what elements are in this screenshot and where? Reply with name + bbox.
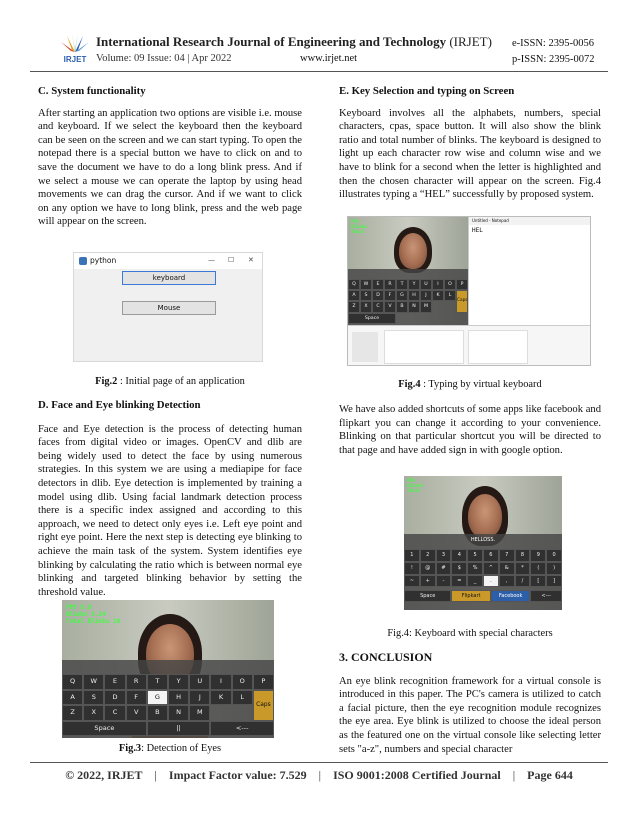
key-K[interactable]: K: [210, 690, 231, 706]
backspace-key[interactable]: <---: [530, 590, 562, 603]
key-W[interactable]: W: [83, 674, 104, 690]
footer-page: Page 644: [527, 768, 573, 782]
key-&[interactable]: &: [499, 562, 515, 575]
key-J[interactable]: J: [420, 290, 432, 301]
key-L[interactable]: L: [232, 690, 253, 706]
space-key[interactable]: Space: [404, 590, 451, 603]
key-K[interactable]: K: [432, 290, 444, 301]
facebook-shortcut[interactable]: Facebook: [491, 590, 531, 603]
volume-issue: Volume: 09 Issue: 04 | Apr 2022: [96, 53, 232, 64]
mouse-button[interactable]: Mouse: [122, 301, 216, 315]
key-S[interactable]: S: [83, 690, 104, 706]
key-,[interactable]: ,: [499, 575, 515, 588]
footer-divider: [30, 762, 608, 763]
key-I[interactable]: I: [210, 674, 231, 690]
key-D[interactable]: D: [372, 290, 384, 301]
key-#[interactable]: #: [436, 562, 452, 575]
key-^[interactable]: ^: [483, 562, 499, 575]
eissn: e-ISSN: 2395-0056: [512, 38, 594, 49]
section-c-heading: C. System functionality: [38, 85, 146, 97]
key-E[interactable]: E: [372, 279, 384, 290]
python-icon: [79, 257, 87, 265]
key-M[interactable]: M: [420, 301, 432, 312]
key-@[interactable]: @: [420, 562, 436, 575]
logo-text: IRJET: [63, 55, 87, 64]
minimize-icon[interactable]: —: [208, 256, 215, 264]
key-S[interactable]: S: [360, 290, 372, 301]
section-e-heading: E. Key Selection and typing on Screen: [339, 85, 515, 97]
key-.[interactable]: .: [483, 575, 499, 588]
key-9[interactable]: 9: [530, 549, 546, 562]
key-%[interactable]: %: [467, 562, 483, 575]
key-C[interactable]: C: [372, 301, 384, 312]
key-B[interactable]: B: [147, 705, 168, 721]
key-6[interactable]: 6: [483, 549, 499, 562]
header-divider: [30, 71, 608, 72]
right-column: [339, 85, 601, 202]
key-G[interactable]: G: [396, 290, 408, 301]
key-V[interactable]: V: [384, 301, 396, 312]
key-[[interactable]: [: [530, 575, 546, 588]
key-G[interactable]: G: [147, 690, 168, 706]
key-W[interactable]: W: [360, 279, 372, 290]
key-N[interactable]: N: [168, 705, 189, 721]
key-Y[interactable]: Y: [408, 279, 420, 290]
key-P[interactable]: P: [456, 279, 468, 290]
close-icon[interactable]: ✕: [248, 256, 254, 264]
figure-4-typing: FPS Blinks Total Q W E R T Y U I O P A S D F G H J K L Z X C V B N M Caps Space Untitled - Notepad HEL: [347, 216, 591, 366]
key-A[interactable]: A: [62, 690, 83, 706]
figure-4b-caption: Fig.4: Keyboard with special characters: [387, 628, 553, 639]
key-R[interactable]: R: [126, 674, 147, 690]
conclusion-heading: 3. CONCLUSION: [339, 650, 433, 664]
key-([interactable]: (: [530, 562, 546, 575]
figure-4-special-characters: FPS Blinks Total HELLOSS. 1 2 3 4 5 6 7 8 9 0 ! @ # $ % ^ & * ( ) ~ + - = _ . , / [ ] Space Flipkart Facebook <---: [404, 476, 562, 610]
conclusion-section: [339, 651, 601, 756]
window-title: python: [90, 256, 117, 265]
right-column-shortcuts: [339, 403, 601, 457]
key-X[interactable]: X: [83, 705, 104, 721]
key-5[interactable]: 5: [467, 549, 483, 562]
shortcuts-text: We have also added shortcuts of some apps like facebook and flipkart you can change it according to your convenience. Blinking on that particular shortcut you will be directed to that page and have added sign in with google option.: [339, 404, 601, 456]
key-][interactable]: ]: [546, 575, 562, 588]
key-A[interactable]: A: [348, 290, 360, 301]
key-0[interactable]: 0: [546, 549, 562, 562]
key-E[interactable]: E: [104, 674, 125, 690]
figure-2-caption: Fig.2 : Initial page of an application: [95, 376, 245, 387]
flipkart-shortcut[interactable]: Flipkart: [451, 590, 491, 603]
key-O[interactable]: O: [232, 674, 253, 690]
key-Z[interactable]: Z: [62, 705, 83, 721]
page-footer: © 2022, IRJET | Impact Factor value: 7.529 | ISO 9001:2008 Certified Journal | Page 644: [65, 768, 573, 782]
notepad-window: [468, 217, 591, 325]
figure-4-caption: Fig.4 : Typing by virtual keyboard: [398, 379, 542, 390]
footer-copyright: © 2022, IRJET: [65, 768, 143, 782]
space-key[interactable]: Space: [348, 313, 396, 324]
notepad-title: Untitled - Notepad: [469, 217, 591, 225]
key-7[interactable]: 7: [499, 549, 515, 562]
typed-text-display: HELLOSS.: [470, 537, 496, 543]
space-key[interactable]: Space: [62, 721, 147, 737]
key-T[interactable]: T: [147, 674, 168, 690]
key-B[interactable]: B: [396, 301, 408, 312]
keyboard-button[interactable]: keyboard: [122, 271, 216, 285]
key-4[interactable]: 4: [451, 549, 467, 562]
key-J[interactable]: J: [189, 690, 210, 706]
journal-url[interactable]: www.irjet.net: [300, 53, 358, 64]
caps-key[interactable]: Caps: [456, 290, 468, 312]
key-R[interactable]: R: [384, 279, 396, 290]
key-=[interactable]: =: [451, 575, 467, 588]
key-N[interactable]: N: [408, 301, 420, 312]
key-I[interactable]: I: [432, 279, 444, 290]
key-+[interactable]: +: [420, 575, 436, 588]
key-H[interactable]: H: [168, 690, 189, 706]
key--[interactable]: -: [436, 575, 452, 588]
key-H[interactable]: H: [408, 290, 420, 301]
key-U[interactable]: U: [189, 674, 210, 690]
journal-title: International Research Journal of Engineering and Technology (IRJET): [96, 34, 492, 49]
key-8[interactable]: 8: [515, 549, 531, 562]
caps-key[interactable]: Caps: [253, 690, 274, 721]
key-3[interactable]: 3: [436, 549, 452, 562]
key-*[interactable]: *: [515, 562, 531, 575]
key-![interactable]: !: [404, 562, 420, 575]
key-Y[interactable]: Y: [168, 674, 189, 690]
journal-header: [0, 28, 638, 72]
section-c-text: After starting an application two options are visible i.e. mouse and keyboard. If we select the keyboard then the keyboard can be seen on the screen and we can start typing. To open the notepad there is a special button we have to click on and to save the document we have to do a long blink press. And if we select a mouse we can operate the laptop by using head movements we can drag the cursor. And if we want to click on any option we have to long blink, press and the web page will appear on the screen.: [38, 107, 302, 228]
figure-2-initial-page: [73, 252, 263, 362]
key-U[interactable]: U: [420, 279, 432, 290]
key-X[interactable]: X: [360, 301, 372, 312]
window-titlebar: [74, 253, 262, 269]
key-2[interactable]: 2: [420, 549, 436, 562]
backspace-key[interactable]: <---: [210, 721, 274, 737]
virtual-keyboard: [62, 660, 274, 738]
footer-iso: ISO 9001:2008 Certified Journal: [333, 768, 501, 782]
section-d-heading: D. Face and Eye blinking Detection: [38, 399, 201, 411]
key-M[interactable]: M: [189, 705, 210, 721]
taskbar-panel: [348, 325, 591, 366]
key-P[interactable]: P: [253, 674, 274, 690]
key-~[interactable]: ~: [404, 575, 420, 588]
figure-3-caption: Fig.3: Detection of Eyes: [118, 743, 222, 754]
figure-3-eye-detection: [62, 600, 274, 738]
section-d-text: Face and Eye detection is the process of detecting human faces from digital video or images. OpenCV and dlib are being widely used to detect the face by using numerous strategies. In this system we are using a mediapipe for face detectors in dlib. Eye detection is implemented by training a model using dlib. Using facial landmark detection process there is a specific index assigned and according to this approach, we need to detect only eyes i.e. Left eye point and right eye point. Here the next step is detecting eye blinking to achieve the main task of the system. System identifies eye blinking by calculating the ratio which is between normal eye blinking and targeted blinking behavior by setting the threshold value.: [38, 423, 302, 598]
maximize-icon[interactable]: ☐: [228, 256, 235, 264]
conclusion-text: An eye blink recognition framework for a virtual console is introduced in this paper. The PC's camera is utilized to catch a facial picture, then the eye recognition module recognizes the eye area. Eye blink is utilized to choose the ideal person as the featured one on the virtual console like selecting letter sets "a-z", numbers and special character: [339, 675, 601, 755]
section-e-text: Keyboard involves all the alphabets, numbers, special characters, cpas, space button. It will also show the blink ratio and total number of blinks. The keyboard is designed to light up each character row wise and column wise and we have to blink for a second when the letter is highlighted and then the chosen character will appear on the screen. Fig.4 illustrates typing a “HEL” successfully by proposed system.: [339, 107, 601, 201]
key-$[interactable]: $: [451, 562, 467, 575]
virtual-keyboard-special: [404, 534, 562, 610]
key-Q[interactable]: Q: [348, 279, 360, 290]
key-O[interactable]: O: [444, 279, 456, 290]
key-/[interactable]: /: [515, 575, 531, 588]
blink-stats: FPS 9.8 Blinks 3.24 Total Blinks 10: [66, 604, 121, 625]
key-Q[interactable]: Q: [62, 674, 83, 690]
key-D[interactable]: D: [104, 690, 125, 706]
key-_[interactable]: _: [467, 575, 483, 588]
footer-impact: Impact Factor value: 7.529: [168, 768, 307, 782]
left-column-d: [38, 399, 302, 599]
key-F[interactable]: F: [126, 690, 147, 706]
key-V[interactable]: V: [126, 705, 147, 721]
pause-key[interactable]: ||: [147, 721, 211, 737]
key-1[interactable]: 1: [404, 549, 420, 562]
left-column: [38, 85, 302, 229]
key-C[interactable]: C: [104, 705, 125, 721]
key-L[interactable]: L: [444, 290, 456, 301]
key-)[interactable]: ): [546, 562, 562, 575]
virtual-keyboard: [348, 269, 468, 325]
pissn: p-ISSN: 2395-0072: [512, 54, 595, 65]
key-T[interactable]: T: [396, 279, 408, 290]
key-F[interactable]: F: [384, 290, 396, 301]
notepad-text[interactable]: HEL: [472, 227, 483, 234]
key-Z[interactable]: Z: [348, 301, 360, 312]
irjet-logo-icon: [58, 30, 92, 66]
